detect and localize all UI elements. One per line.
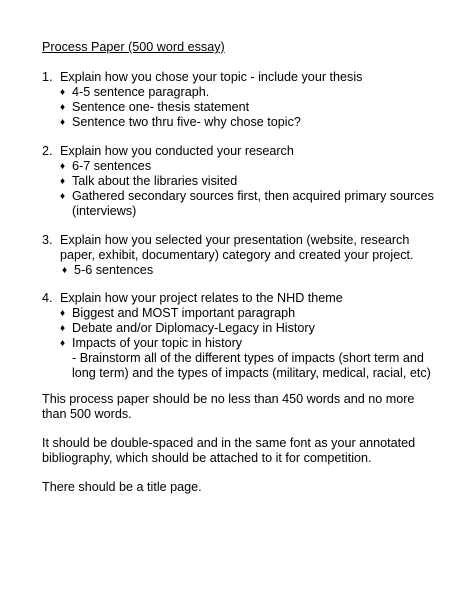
section-heading [42, 233, 442, 248]
diamond-bullet-icon: ♦ [60, 117, 66, 128]
section-number: 1. [42, 70, 53, 84]
diamond-bullet-icon: ♦ [60, 308, 66, 319]
list-item [42, 100, 442, 115]
list-item-text: Gathered secondary sources first, then acquired primary sources [72, 189, 434, 203]
diamond-bullet-icon: ♦ [60, 338, 66, 349]
list-item [42, 263, 442, 278]
list-item [42, 336, 442, 351]
list-item [42, 159, 442, 174]
list-item-text: Biggest and MOST important paragraph [72, 306, 296, 320]
paragraph-line: There should be a title page. [42, 480, 202, 494]
section-1 [42, 70, 442, 130]
diamond-bullet-icon: ♦ [60, 176, 66, 187]
paragraph-title-page [42, 480, 202, 495]
list-item-text: 6-7 sentences [72, 159, 152, 173]
list-item-text: Talk about the libraries visited [72, 174, 238, 188]
list-item-text: 5-6 sentences [74, 263, 154, 277]
paragraph-line: This process paper should be no less than 450 words and no more [42, 392, 415, 406]
section-2 [42, 144, 442, 219]
list-item-continuation: (interviews) [72, 204, 137, 218]
diamond-bullet-icon: ♦ [60, 323, 66, 334]
list-item-text: Impacts of your topic in history [72, 336, 243, 350]
section-heading [42, 144, 442, 159]
diamond-bullet-icon: ♦ [60, 87, 66, 98]
section-number: 2. [42, 144, 53, 158]
list-item-continuation: long term) and the types of impacts (military, medical, racial, etc) [72, 366, 431, 380]
paragraph-line: It should be double-spaced and in the same font as your annotated [42, 436, 416, 450]
section-heading [42, 70, 442, 85]
list-item [42, 189, 442, 204]
section-heading [42, 291, 442, 306]
section-heading-text: Explain how you chose your topic - include your thesis [60, 70, 363, 84]
list-item-text: Sentence one- thesis statement [72, 100, 250, 114]
list-item-text: 4-5 sentence paragraph. [72, 85, 210, 99]
paragraph-word-count [42, 392, 414, 422]
list-item [42, 321, 442, 336]
section-number: 3. [42, 233, 53, 247]
paragraph-line: than 500 words. [42, 407, 132, 421]
list-item [42, 174, 442, 189]
paragraph-format [42, 436, 415, 466]
diamond-bullet-icon: ♦ [60, 191, 66, 202]
list-item [42, 115, 442, 130]
section-4 [42, 291, 442, 381]
list-item [42, 306, 442, 321]
diamond-bullet-icon: ♦ [62, 265, 68, 276]
list-item-text: Debate and/or Diplomacy-Legacy in History [72, 321, 315, 335]
section-3 [42, 233, 442, 278]
section-heading-text: Explain how you selected your presentation (website, research [60, 233, 410, 247]
list-item-text: Sentence two thru five- why chose topic? [72, 115, 301, 129]
diamond-bullet-icon: ♦ [60, 161, 66, 172]
list-item-continuation: - Brainstorm all of the different types of impacts (short term and [72, 351, 424, 365]
list-item [42, 85, 442, 100]
section-heading-text: Explain how you conducted your research [60, 144, 294, 158]
section-heading-continuation: paper, exhibit, documentary) category and created your project. [60, 248, 414, 262]
diamond-bullet-icon: ♦ [60, 102, 66, 113]
page-title: Process Paper (500 word essay) [42, 40, 225, 54]
paragraph-line: bibliography, which should be attached to it for competition. [42, 451, 372, 465]
section-heading-text: Explain how your project relates to the NHD theme [60, 291, 343, 305]
section-number: 4. [42, 291, 53, 305]
